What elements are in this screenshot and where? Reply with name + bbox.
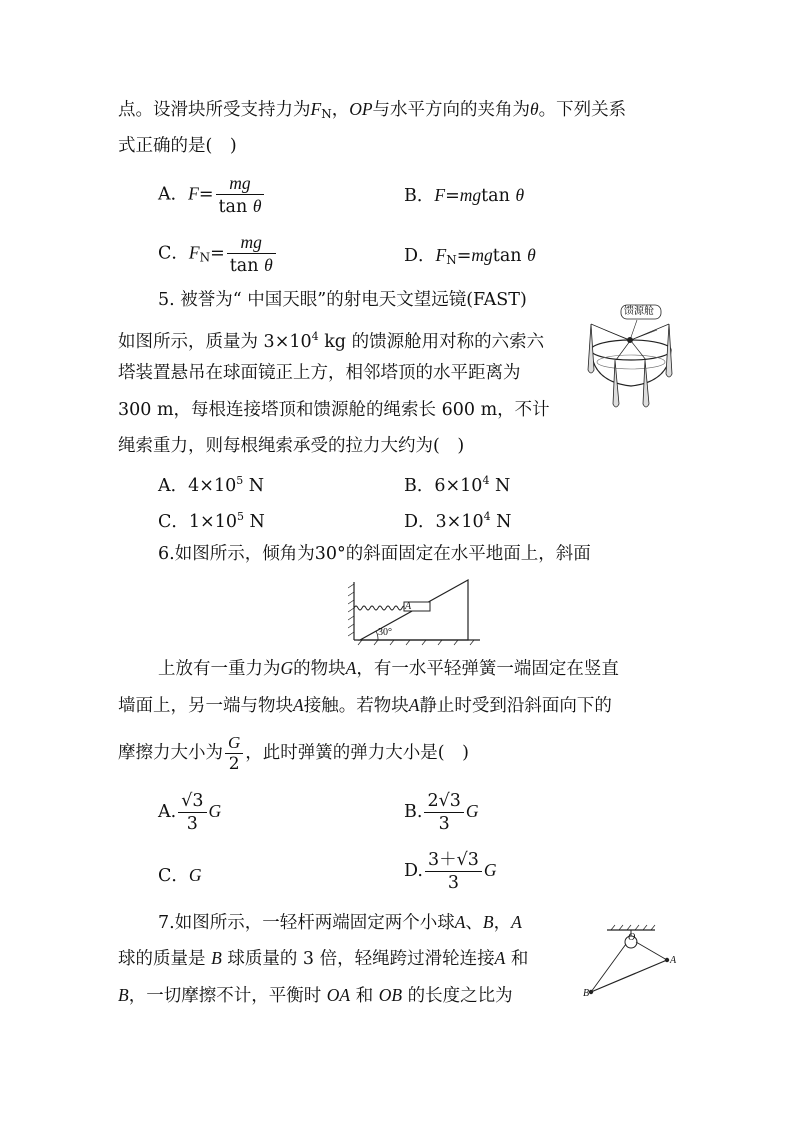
equals-sign: =: [210, 243, 225, 264]
q5-option-b: [404, 472, 510, 497]
q6-stem-line-4: [118, 731, 469, 775]
option-label: C．: [158, 512, 189, 532]
tan-text: tan: [492, 246, 522, 266]
b-symbol: B: [211, 948, 222, 968]
q6-text: 的物块: [293, 659, 346, 679]
numerator: mg: [227, 231, 276, 254]
unit: N: [243, 512, 265, 532]
q5-stem-line-3: 塔装置悬吊在球面镜正上方，相邻塔顶的水平距离为: [118, 363, 521, 383]
theta-symbol: θ: [252, 196, 262, 216]
op-symbol: OP: [349, 99, 373, 119]
g-symbol: G: [188, 865, 202, 885]
exponent: 4: [311, 330, 319, 343]
tan-text: tan: [229, 256, 259, 276]
unit: N: [243, 476, 265, 496]
option-label: D．: [404, 512, 436, 532]
a-symbol: A: [494, 948, 506, 968]
q6-text: 接触。若物块: [303, 696, 409, 716]
option-label: B．: [404, 186, 435, 206]
q5-text: kg 的馈源舱用对称的六索六: [318, 332, 545, 352]
q7-stem-line-3: [118, 983, 513, 1008]
q6-stem-line-2: [158, 656, 619, 681]
fn-symbol: F: [435, 245, 447, 265]
option-coef: 1×10: [188, 512, 237, 532]
a-symbol: A: [408, 695, 420, 715]
option-label: A.: [158, 802, 177, 822]
q5-stem-line-4: 300 m，每根连接塔顶和馈源舱的绳索长 600 m，不计: [118, 400, 550, 420]
equals-sign: =: [456, 246, 472, 266]
numerator: mg: [216, 172, 265, 195]
q4-text: 点。设滑块所受支持力为: [118, 100, 311, 120]
fn-symbol: F: [188, 242, 200, 263]
incline-spring-figure: [348, 578, 483, 646]
fraction: [424, 790, 463, 835]
g-symbol: G: [208, 801, 222, 821]
fast-figure-label: 馈源舱: [624, 306, 654, 317]
a-symbol: A: [293, 695, 304, 715]
theta-symbol: θ: [515, 185, 525, 205]
option-label: A．: [158, 476, 189, 496]
option-label: A．: [158, 184, 189, 205]
q7-stem-line-2: [118, 946, 528, 971]
g-symbol: G: [465, 801, 479, 821]
theta-symbol: θ: [527, 245, 536, 265]
fraction: [227, 231, 276, 277]
exponent: 5: [236, 510, 244, 523]
fn-symbol: F: [310, 99, 322, 119]
option-label: B.: [404, 802, 423, 822]
q7-text: 、: [465, 913, 483, 933]
q6-text: 摩擦力大小为: [118, 743, 223, 763]
equals-sign: =: [445, 186, 460, 206]
figure-angle-label: 30°: [378, 627, 392, 638]
theta-symbol: θ: [264, 255, 273, 275]
q4-option-c: [158, 231, 278, 277]
exponent: 4: [482, 474, 490, 487]
figure-b-label: B: [583, 988, 590, 999]
q4-text: 。下列关系: [538, 100, 627, 120]
numerator: 2√3: [424, 790, 463, 813]
mg-symbol: mg: [459, 185, 482, 205]
a-symbol: A: [454, 912, 466, 932]
fn-subscript: N: [199, 250, 211, 265]
tan-text: tan: [218, 197, 248, 217]
f-symbol: F: [434, 185, 446, 205]
q5-option-a: [158, 472, 264, 497]
q5-stem-line-1: 5. 被誉为“ 中国天眼”的射电天文望远镜(FAST): [158, 290, 527, 310]
denominator: 2: [228, 754, 240, 774]
tan-text: tan: [481, 186, 510, 206]
figure-a-label: A: [670, 955, 677, 966]
q7-text: 球的质量是: [118, 949, 206, 969]
option-coef: 3×10: [435, 512, 484, 532]
denominator: [216, 195, 265, 218]
q4-option-d: [404, 242, 536, 267]
figure-o-label: O: [628, 932, 636, 943]
numerator: √3: [178, 790, 206, 813]
q6-text: ，有一水平轻弹簧一端固定在竖直: [356, 659, 619, 679]
q7-text: 的长度之比为: [407, 986, 513, 1006]
q6-stem-line-1: 6.如图所示，倾角为30°的斜面固定在水平地面上，斜面: [158, 544, 591, 564]
denominator: [227, 254, 276, 277]
option-label: D.: [404, 861, 423, 881]
oa-symbol: OA: [326, 985, 351, 1005]
fn-subscript: N: [321, 107, 332, 121]
q4-stem-line-2: 式正确的是( ): [118, 136, 237, 156]
a-symbol: A: [345, 658, 357, 678]
theta-symbol: θ: [530, 99, 539, 119]
q6-option-a: [158, 790, 221, 835]
q7-text: ，一切摩擦不计，平衡时: [128, 986, 322, 1006]
q5-option-c: [158, 508, 265, 533]
q4-text: 与水平方向的夹角为: [372, 100, 531, 120]
q6-option-d: [404, 849, 497, 894]
q6-text: 上放有一重力为: [158, 659, 281, 679]
q4-option-b: [404, 182, 524, 207]
q4-stem-line-1: [118, 97, 626, 126]
q5-option-d: [404, 508, 512, 533]
mg-symbol: mg: [471, 245, 493, 265]
exponent: 4: [483, 510, 491, 523]
denominator: 3: [186, 814, 198, 834]
fraction: [225, 733, 243, 774]
q6-text: ，此时弹簧的弹力大小是( ): [245, 743, 469, 763]
q7-text: 和: [355, 986, 374, 1006]
fraction: [178, 790, 206, 835]
option-coef: 6×10: [434, 476, 483, 496]
fn-subscript: N: [446, 253, 457, 267]
f-symbol: F: [188, 183, 199, 204]
option-coef: 4×10: [188, 476, 237, 496]
a-symbol: A: [511, 912, 522, 932]
q6-option-b: [404, 790, 479, 835]
option-label: D．: [404, 246, 436, 266]
q7-text: 球质量的 3 倍，轻绳跨过滑轮连接: [227, 949, 495, 969]
q6-stem-line-3: [118, 693, 612, 718]
q4-option-a: [158, 172, 266, 218]
q6-text: 静止时受到沿斜面向下的: [419, 696, 612, 716]
b-symbol: B: [482, 912, 494, 932]
q7-text: ，: [493, 913, 512, 933]
q6-option-c: [158, 862, 202, 887]
q4-text: ，: [331, 100, 350, 120]
figure-block-label: A: [405, 601, 412, 612]
denominator: 3: [438, 814, 450, 834]
option-label: C．: [158, 243, 189, 264]
fraction: [425, 849, 482, 894]
g-symbol: G: [280, 658, 294, 678]
unit: N: [489, 476, 511, 496]
option-label: B．: [404, 476, 435, 496]
numerator: G: [225, 733, 243, 754]
b-symbol: B: [118, 985, 129, 1005]
numerator: 3＋√3: [425, 849, 482, 872]
option-label: C．: [158, 866, 189, 886]
q7-stem-line-1: [158, 910, 522, 935]
q6-text: 墙面上，另一端与物块: [118, 696, 293, 716]
q5-stem-line-5: 绳索重力，则每根绳索承受的拉力大约为( ): [118, 436, 465, 456]
q5-text: 如图所示，质量为 3×10: [118, 332, 312, 352]
q5-stem-line-2: [118, 325, 544, 354]
exponent: 5: [236, 474, 244, 487]
equals-sign: =: [198, 184, 214, 205]
ob-symbol: OB: [378, 985, 403, 1005]
q7-text: 和: [510, 949, 529, 969]
unit: N: [490, 512, 512, 532]
denominator: 3: [447, 873, 460, 893]
q7-text: 7.如图所示，一轻杆两端固定两个小球: [158, 913, 455, 933]
g-symbol: G: [483, 860, 497, 880]
fraction: [216, 172, 265, 218]
